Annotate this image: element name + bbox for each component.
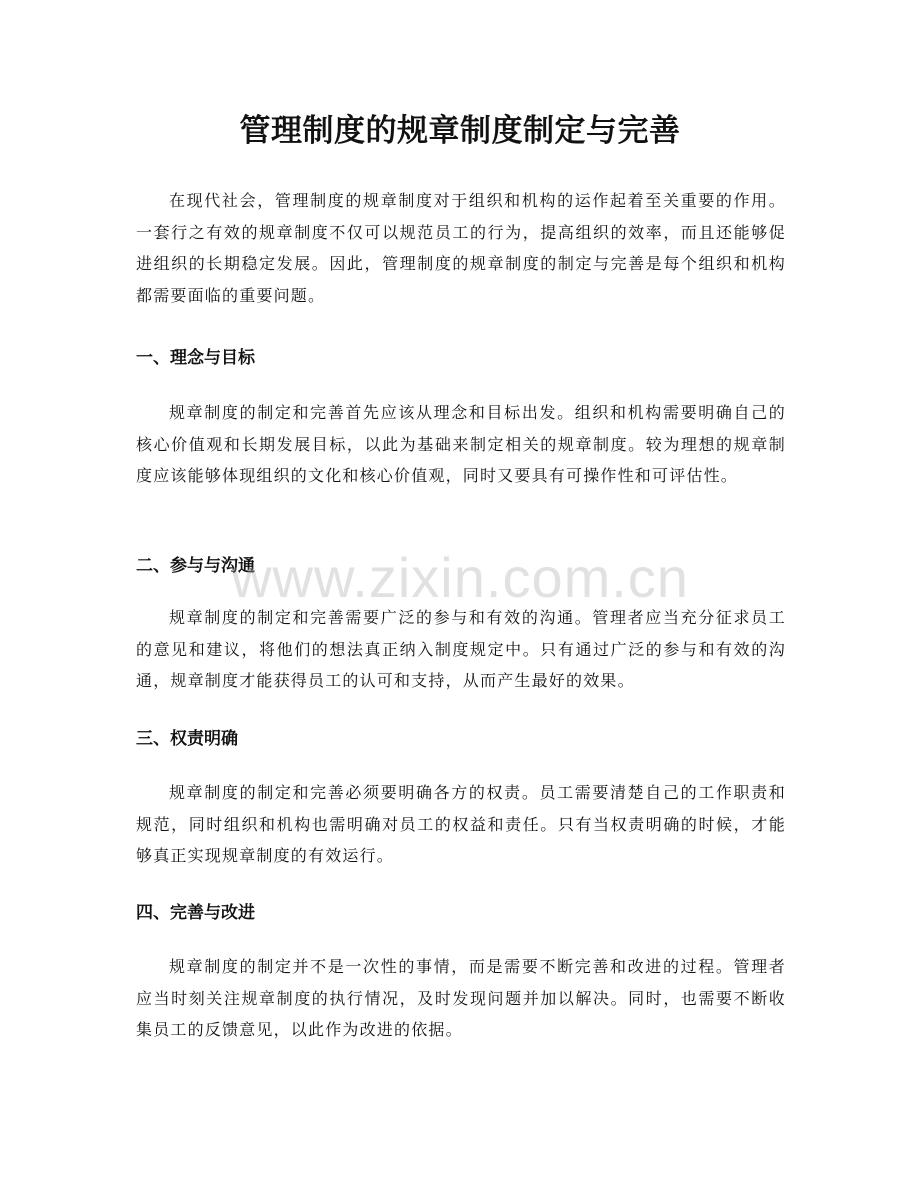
section-heading-2: 二、参与与沟通 <box>136 556 255 576</box>
section-body-4: 规章制度的制定并不是一次性的事情，而是需要不断完善和改进的过程。管理者应当时刻关注规章制度的执行情况，及时发现问题并加以解决。同时，也需要不断收集员工的反馈意见，以此作为改进的依据。 <box>136 957 786 1040</box>
intro-paragraph: 在现代社会，管理制度的规章制度对于组织和机构的运作起着至关重要的作用。一套行之有效的规章制度不仅可以规范员工的行为，提高组织的效率，而且还能够促进组织的长期稳定发展。因此，管理制度的规章制度的制定与完善是每个组织和机构都需要面临的重要问题。 <box>136 191 786 305</box>
watermark: www.zixin.com.cn <box>231 546 689 609</box>
section-heading-3: 三、权责明确 <box>136 729 238 749</box>
section-body-3: 规章制度的制定和完善必须要明确各方的权责。员工需要清楚自己的工作职责和规范，同时组织和机构也需明确对员工的权益和责任。只有当权责明确的时候，才能够真正实现规章制度的有效运行。 <box>136 783 786 866</box>
section-heading-4: 四、完善与改进 <box>136 903 255 923</box>
section-body-2: 规章制度的制定和完善需要广泛的参与和有效的沟通。管理者应当充分征求员工的意见和建议，将他们的想法真正纳入制度规定中。只有通过广泛的参与和有效的沟通，规章制度才能获得员工的认可和支持，从而产生最好的效果。 <box>136 608 786 691</box>
section-body-1: 规章制度的制定和完善首先应该从理念和目标出发。组织和机构需要明确自己的核心价值观和长期发展目标，以此为基础来制定相关的规章制度。较为理想的规章制度应该能够体现组织的文化和核心价值观，同时又要具有可操作性和可评估性。 <box>136 403 786 486</box>
section-heading-1: 一、理念与目标 <box>136 348 255 368</box>
document-title: 管理制度的规章制度制定与完善 <box>239 113 681 149</box>
